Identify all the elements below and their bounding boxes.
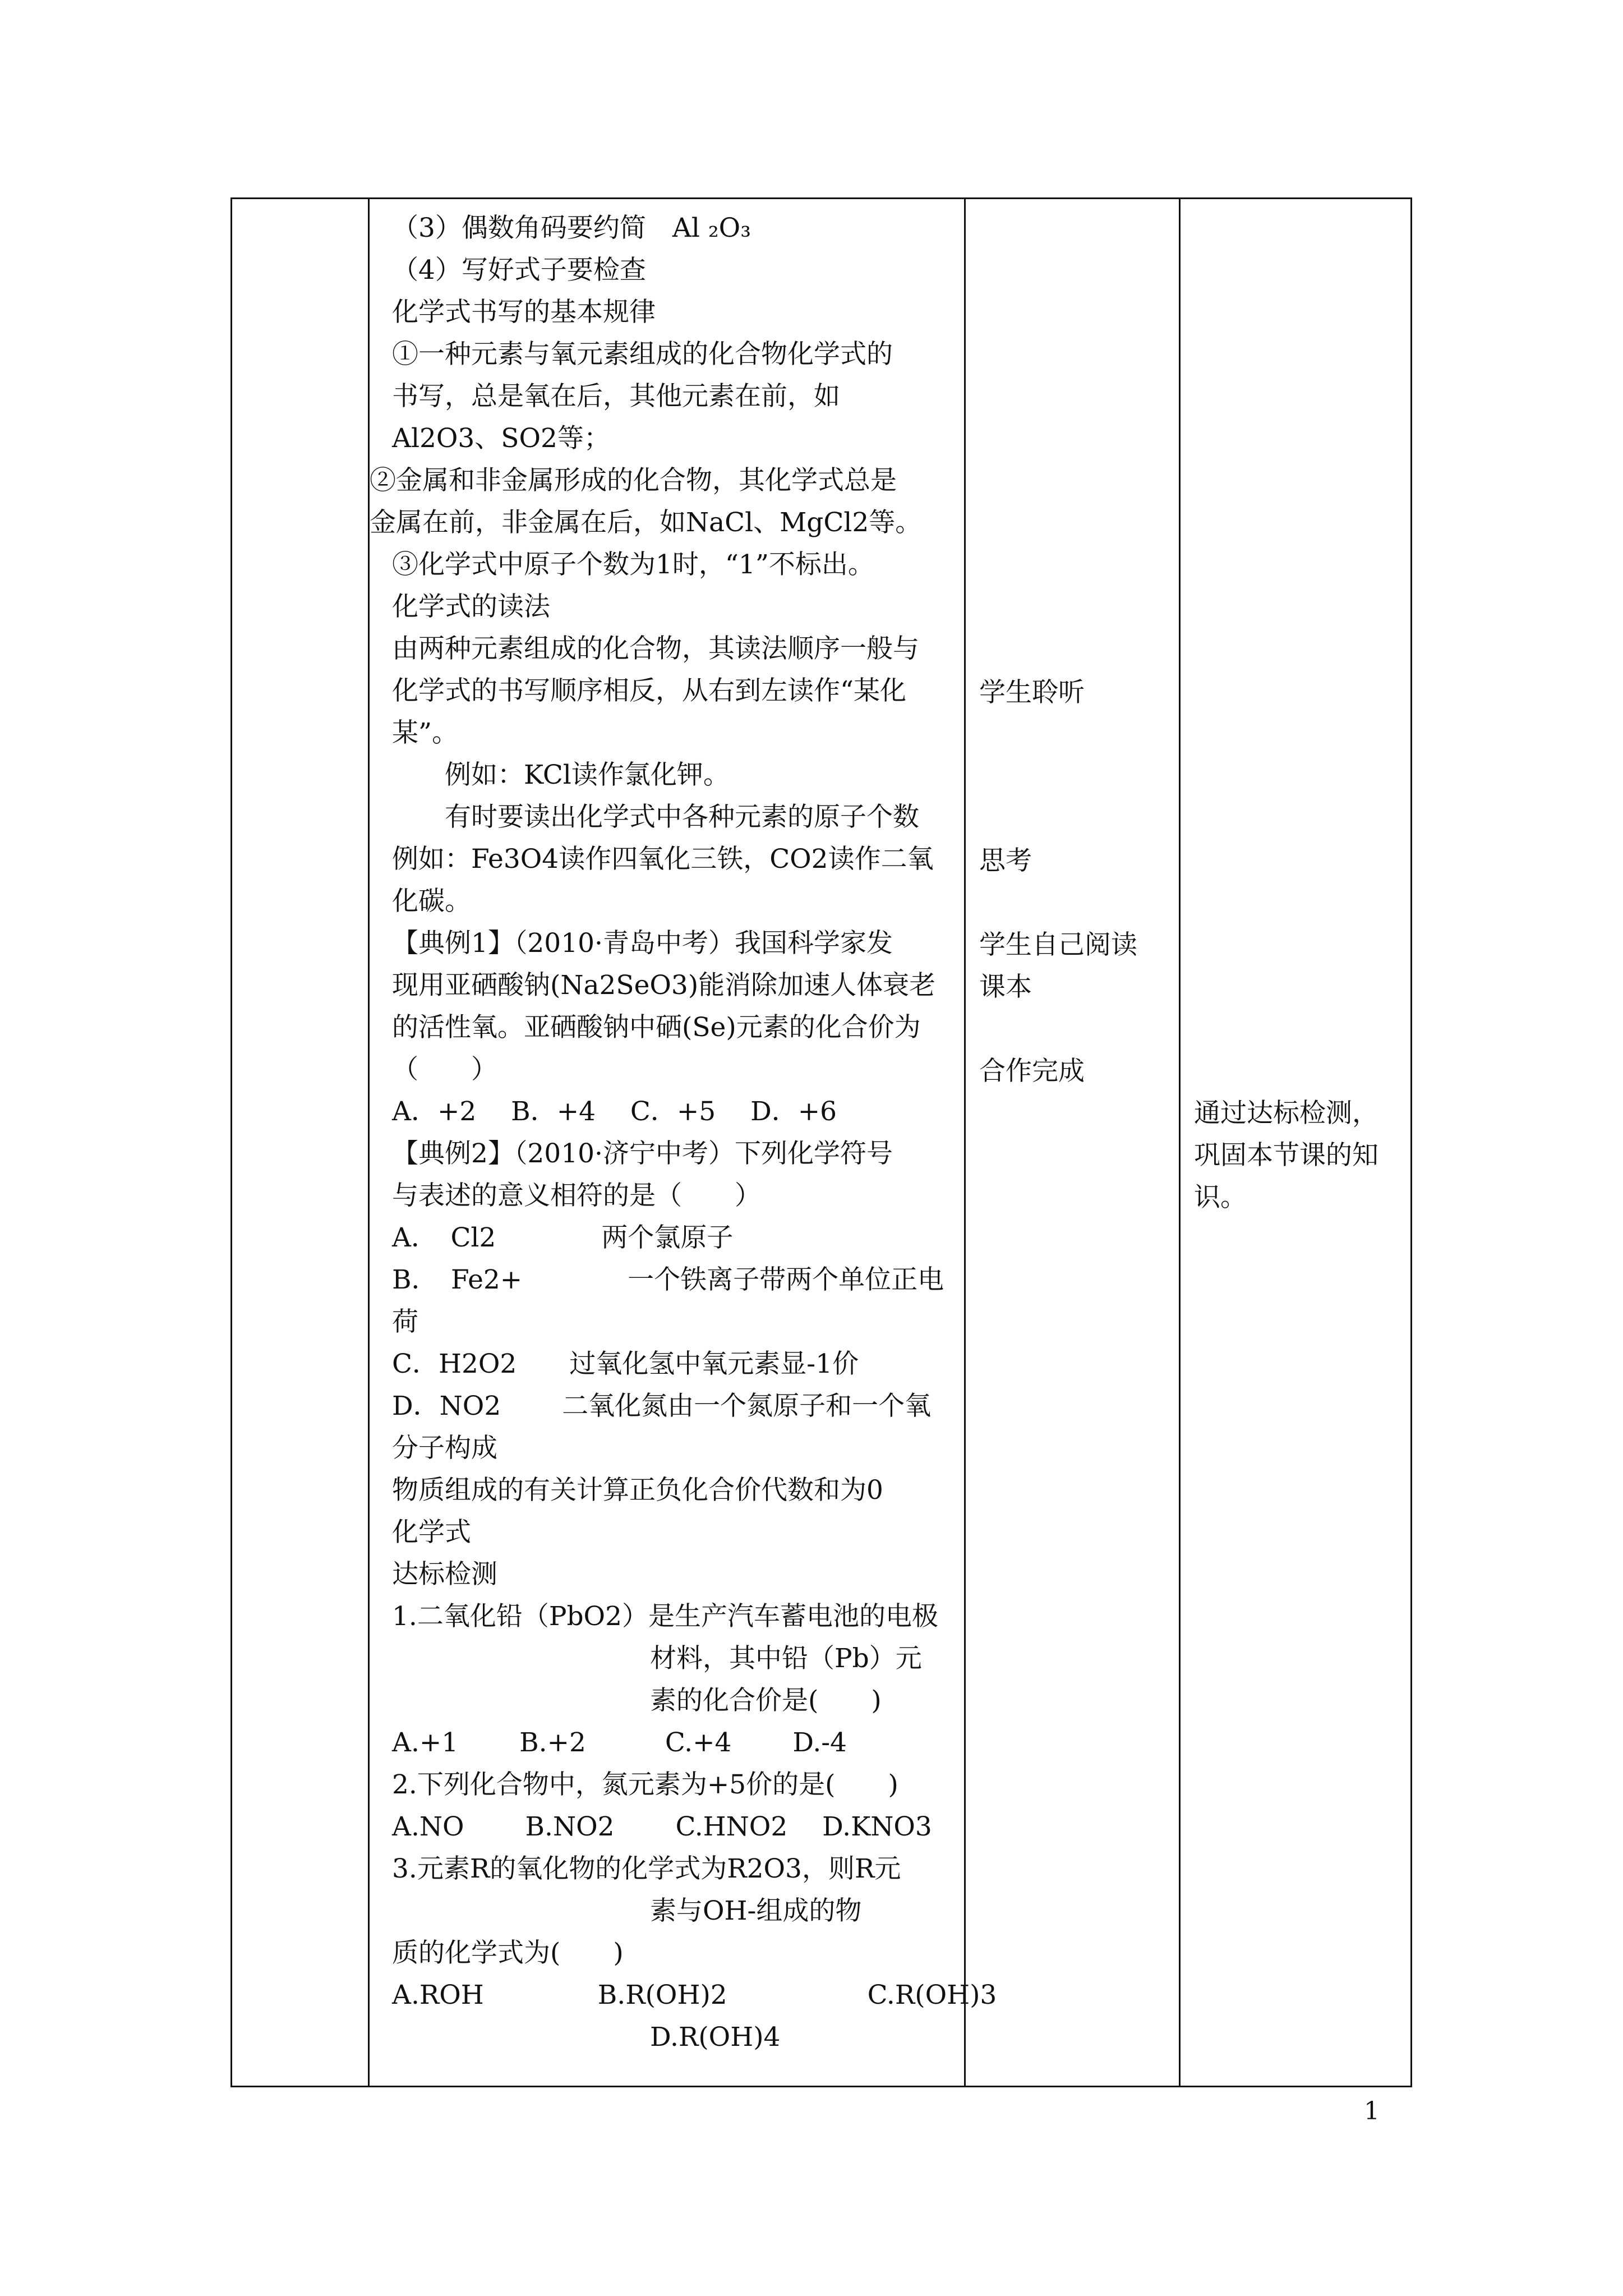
student-read-line2: 课本 bbox=[979, 972, 1032, 1002]
content-line: 1.二氧化铅（PbO2）是生产汽车蓄电池的电极 bbox=[392, 1601, 938, 1632]
content-line: 现用亚硒酸钠(Na2SeO3)能消除加速人体衰老 bbox=[392, 970, 936, 1001]
content-line: B． Fe2+ 一个铁离子带两个单位正电 bbox=[392, 1264, 944, 1295]
content-line: 【典例1】（2010·青岛中考）我国科学家发 bbox=[392, 928, 893, 959]
content-line: 质的化学式为( ) bbox=[392, 1938, 624, 1968]
intent-line: 识。 bbox=[1194, 1182, 1247, 1213]
content-line: 2.下列化合物中，氮元素为+5价的是( ) bbox=[392, 1769, 898, 1800]
content-line: 的活性氧。亚硒酸钠中硒(Se)元素的化合价为 bbox=[392, 1012, 921, 1043]
content-line: 金属在前，非金属在后，如NaCl、MgCl2等。 bbox=[370, 507, 922, 538]
content-line: （4）写好式子要检查 bbox=[392, 255, 646, 286]
content-line: 素的化合价是( ) bbox=[650, 1685, 882, 1716]
content-line: 化学式书写的基本规律 bbox=[392, 297, 656, 328]
content-line: 书写，总是氧在后，其他元素在前，如 bbox=[392, 381, 840, 412]
content-line: 物质组成的有关计算正负化合价代数和为0 bbox=[392, 1475, 883, 1506]
teaching-content-column bbox=[369, 199, 997, 2087]
content-line: 化学式的书写顺序相反，从右到左读作“某化 bbox=[392, 675, 907, 706]
content-line: 【典例2】（2010·济宁中考）下列化学符号 bbox=[392, 1138, 893, 1169]
content-line: A.ROH B.R(OH)2 C.R(OH)3 bbox=[392, 1980, 997, 2010]
content-line: 化碳。 bbox=[392, 886, 471, 917]
student-think: 思考 bbox=[979, 845, 1032, 876]
content-line: D．NO2 二氧化氮由一个氮原子和一个氧 bbox=[392, 1391, 932, 1421]
content-line: ②金属和非金属形成的化合物，其化学式总是 bbox=[370, 465, 897, 496]
content-line: 分子构成 bbox=[392, 1433, 497, 1464]
content-line: C．H2O2 过氧化氢中氧元素显-1价 bbox=[392, 1349, 859, 1379]
content-line: 有时要读出化学式中各种元素的原子个数 bbox=[392, 802, 919, 832]
content-line: 例如：KCl读作氯化钾。 bbox=[392, 760, 730, 790]
lesson-plan-table bbox=[230, 197, 1412, 2087]
stage-column bbox=[232, 199, 369, 2087]
content-line: Al2O3、SO2等； bbox=[392, 423, 610, 454]
content-line: 与表述的意义相符的是（ ） bbox=[392, 1180, 761, 1211]
design-intent-column bbox=[1180, 199, 1412, 2087]
content-line: A.NO B.NO2 C.HNO2 D.KNO3 bbox=[392, 1811, 932, 1842]
content-line: （3）偶数角码要约简 Al ₂O₃ bbox=[392, 213, 751, 243]
content-line: 化学式 bbox=[392, 1517, 471, 1548]
content-line: 由两种元素组成的化合物，其读法顺序一般与 bbox=[392, 633, 919, 664]
content-line: 某”。 bbox=[392, 717, 459, 748]
content-line: ①一种元素与氧元素组成的化合物化学式的 bbox=[392, 339, 893, 370]
student-activity-column bbox=[965, 199, 1180, 2087]
intent-line: 通过达标检测， bbox=[1194, 1098, 1378, 1129]
page-number: 1 bbox=[1364, 2097, 1380, 2125]
content-line: （ ） bbox=[392, 1054, 497, 1085]
content-line: 3.元素R的氧化物的化学式为R2O3，则R元 bbox=[392, 1853, 901, 1884]
student-listen: 学生聆听 bbox=[979, 677, 1085, 708]
content-line: 素与OH-组成的物 bbox=[650, 1895, 862, 1926]
student-read-line1: 学生自己阅读 bbox=[979, 930, 1137, 960]
content-line: 化学式的读法 bbox=[392, 591, 550, 622]
content-line: A．+2 B．+4 C．+5 D．+6 bbox=[392, 1096, 837, 1127]
content-line: 例如：Fe3O4读作四氧化三铁，CO2读作二氧 bbox=[392, 844, 934, 875]
content-line: ③化学式中原子个数为1时，“1”不标出。 bbox=[392, 549, 874, 580]
content-line: 材料，其中铅（Pb）元 bbox=[650, 1643, 922, 1674]
intent-line: 巩固本节课的知 bbox=[1194, 1140, 1378, 1171]
content-line: A.+1 B.+2 C.+4 D.-4 bbox=[392, 1727, 847, 1758]
student-cooperate: 合作完成 bbox=[979, 1056, 1085, 1087]
content-line: A． Cl2 两个氯原子 bbox=[392, 1222, 734, 1253]
content-line: 达标检测 bbox=[392, 1559, 497, 1590]
content-line: 荷 bbox=[392, 1306, 418, 1337]
content-line: D.R(OH)4 bbox=[650, 2022, 781, 2053]
